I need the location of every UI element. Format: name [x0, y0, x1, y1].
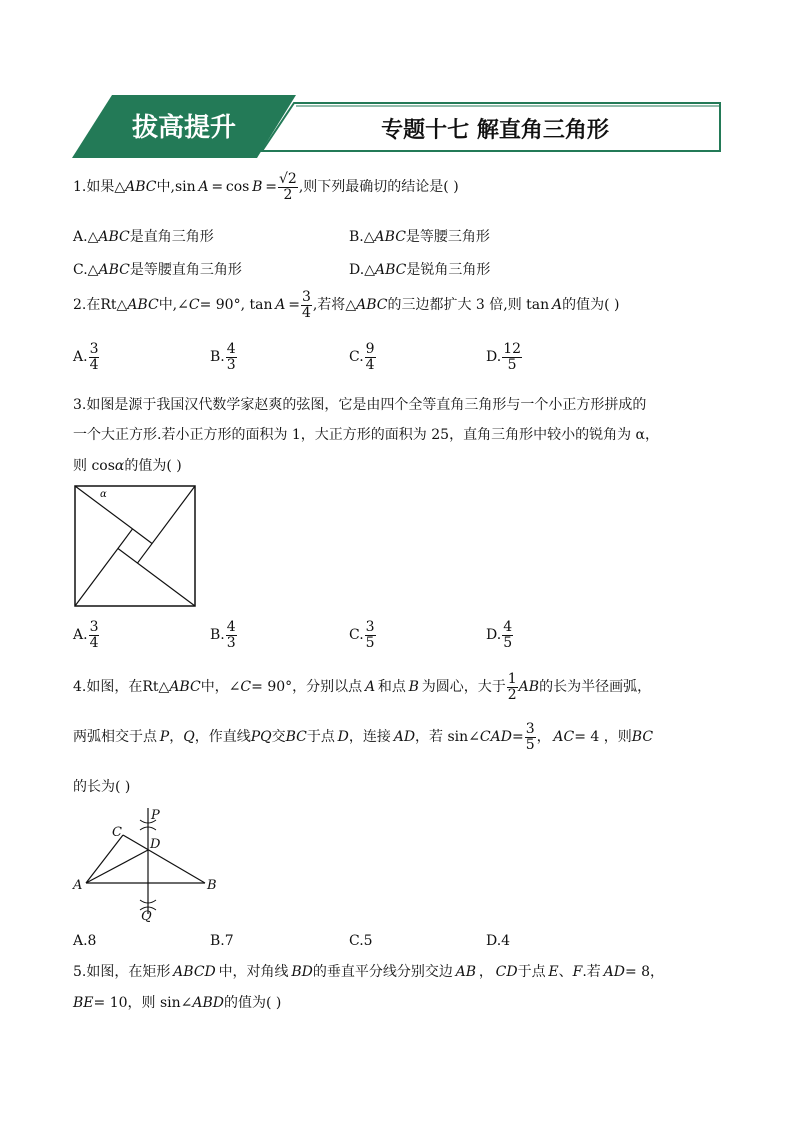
header-banner: [0, 0, 794, 170]
q2-option-c[interactable]: C. $\frac{9}{4}$: [349, 341, 375, 373]
q4-label-a: A: [73, 878, 83, 893]
q4-stem-line1: 4.如图，在Rt△ABC中，∠C= 90°，分别以点 A 和点 B 为圆心，大于 $\frac{1}{2}$ AB的长为半径画弧，: [73, 671, 652, 703]
q2-option-d[interactable]: D. $\frac{12}{5}$: [486, 341, 522, 373]
q4-label-p: P: [151, 808, 160, 823]
q4-stem-line3: 的长为( ): [73, 779, 131, 795]
q1-option-d[interactable]: D.△ABC是锐角三角形: [349, 262, 491, 278]
q1-fraction: $\frac{√2}{2}$: [279, 171, 297, 203]
q2-fraction: $\frac{3}{4}$: [301, 289, 311, 321]
q1-option-a[interactable]: A.△ABC是直角三角形: [73, 229, 214, 245]
q4-label-c: C: [112, 825, 122, 840]
q3-stem-line2: 一个大正方形.若小正方形的面积为 1，大正方形的面积为 25，直角三角形中较小的锐角为 α，: [73, 427, 659, 443]
q4-label-d: D: [150, 837, 161, 852]
q2-stem: 2.在Rt△ABC中,∠C= 90°, tan A = $\frac{3}{4}$ ,若将△ABC的三边都扩大 3 倍,则 tan A的值为( ): [73, 289, 620, 321]
q3-stem-line3: 则 cosα的值为( ): [73, 458, 182, 474]
banner-title-text: 专题十七 解直角三角形: [381, 118, 609, 143]
q1-option-b[interactable]: B.△ABC是等腰三角形: [349, 229, 490, 245]
q1-stem: 1.如果△ABC中,sin A = cos B = $\frac{√2}{2}$ ,则下列最确切的结论是( ): [73, 171, 459, 203]
q4-option-a[interactable]: A.8: [73, 933, 97, 949]
q4-stem-line2: 两弧相交于点 P，Q，作直线PQ交BC于点 D，连接 AD，若 sin∠CAD= $\frac{3}{5}$ ， AC= 4 ，则BC: [73, 721, 654, 753]
q3-option-a[interactable]: A. $\frac{3}{4}$: [73, 619, 99, 651]
q3-option-c[interactable]: C. $\frac{3}{5}$: [349, 619, 375, 651]
q4-option-b[interactable]: B.7: [210, 933, 234, 949]
q3-stem-line1: 3.如图是源于我国汉代数学家赵爽的弦图，它是由四个全等直角三角形与一个小正方形拼成的: [73, 397, 647, 413]
q4-figure-triangle: [70, 800, 230, 926]
q3-option-b[interactable]: B. $\frac{4}{3}$: [210, 619, 236, 651]
q5-stem-line1: 5.如图，在矩形 ABCD 中，对角线 BD的垂直平分线分别交边 AB ， CD于点 E、F.若 AD= 8，: [73, 964, 665, 980]
q1-option-c[interactable]: C.△ABC是等腰直角三角形: [73, 262, 242, 278]
q4-label-q: Q: [141, 909, 152, 924]
q4-label-b: B: [207, 878, 217, 893]
q3-alpha-label: α: [100, 489, 107, 500]
q2-option-b[interactable]: B. $\frac{4}{3}$: [210, 341, 236, 373]
q3-option-d[interactable]: D. $\frac{4}{5}$: [486, 619, 513, 651]
q2-option-a[interactable]: A. $\frac{3}{4}$: [73, 341, 99, 373]
q4-option-d[interactable]: D.4: [486, 933, 511, 949]
q4-option-c[interactable]: C.5: [349, 933, 373, 949]
banner-tag-text: 拔高提升: [131, 113, 237, 143]
q3-figure-xian-diagram: [74, 485, 198, 609]
q5-stem-line2: BE= 10，则 sin∠ABD的值为( ): [73, 995, 282, 1011]
